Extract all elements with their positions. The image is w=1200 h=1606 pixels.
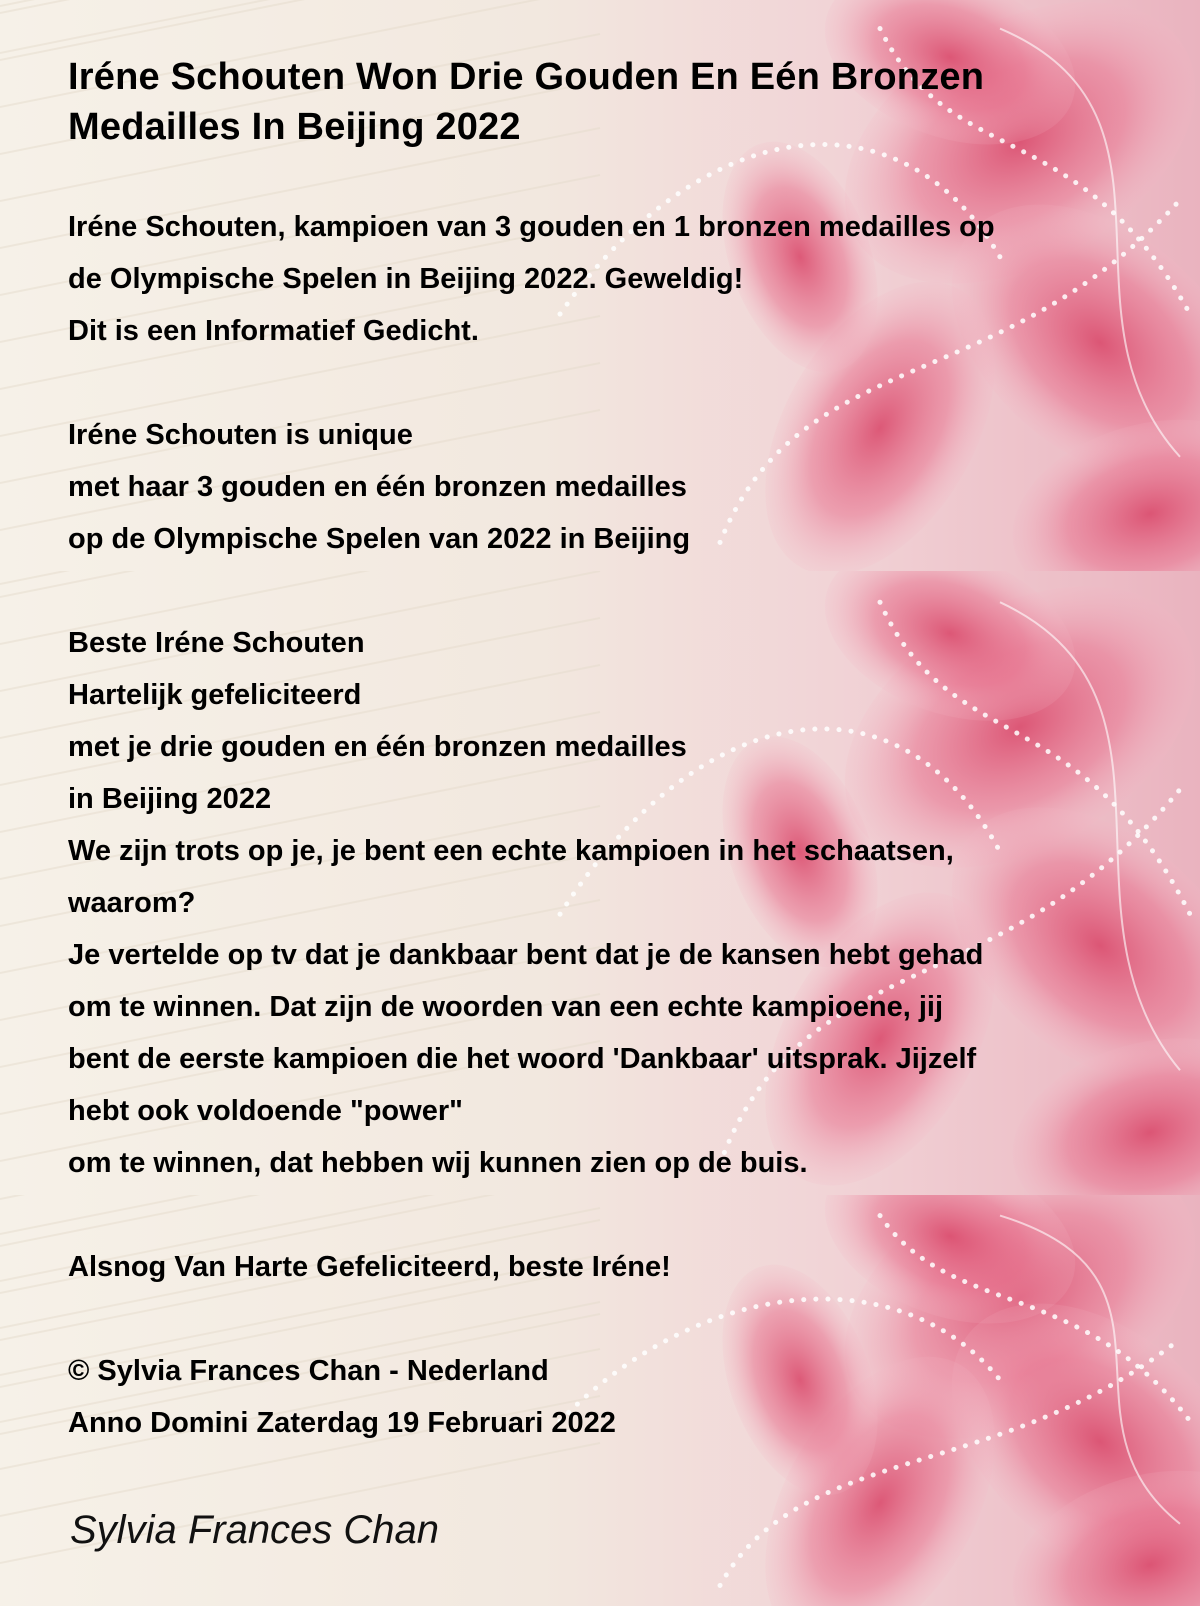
poem-line: Iréne Schouten, kampioen van 3 gouden en 1 bronzen medailles op	[68, 211, 995, 243]
poem-line: hebt ook voldoende "power"	[68, 1095, 463, 1127]
poem-line: met haar 3 gouden en één bronzen medailles	[68, 471, 687, 503]
poem-line: om te winnen. Dat zijn de woorden van een echte kampioene, jij	[68, 991, 944, 1023]
poem-line: in Beijing 2022	[68, 783, 272, 815]
poem-line: Dit is een Informatief Gedicht.	[68, 315, 479, 347]
poem-line: waarom?	[68, 887, 196, 919]
poem-line: Hartelijk gefeliciteerd	[68, 679, 362, 711]
poem-line: Je vertelde op tv dat je dankbaar bent dat je de kansen hebt gehad	[68, 939, 984, 971]
poem-line: Beste Iréne Schouten	[68, 627, 365, 659]
stanza-gap	[68, 1293, 1128, 1345]
poem-body	[68, 201, 1128, 1449]
poem-line: om te winnen, dat hebben wij kunnen zien op de buis.	[68, 1147, 808, 1179]
poem-title: Iréne Schouten Won Drie Gouden En Eén Bronzen Medailles In Beijing 2022	[68, 56, 985, 148]
poem-line: Iréne Schouten is unique	[68, 419, 413, 451]
poem-line: bent de eerste kampioen die het woord 'Dankbaar' uitsprak. Jijzelf	[68, 1043, 977, 1075]
stanza-gap	[68, 357, 1128, 409]
poem-line: op de Olympische Spelen van 2022 in Beijing	[68, 523, 691, 555]
stanza-gap	[68, 565, 1128, 617]
stanza-gap	[68, 1189, 1128, 1241]
poem-line: © Sylvia Frances Chan - Nederland	[68, 1355, 549, 1387]
poem-line: met je drie gouden en één bronzen medailles	[68, 731, 687, 763]
poem-line: We zijn trots op je, je bent een echte kampioen in het schaatsen,	[68, 835, 954, 867]
poem-line: Alsnog Van Harte Gefeliciteerd, beste Iréne!	[68, 1251, 671, 1283]
poem-line: Anno Domini Zaterdag 19 Februari 2022	[68, 1407, 616, 1439]
poem-line: de Olympische Spelen in Beijing 2022. Geweldig!	[68, 263, 744, 295]
author-signature: Sylvia Frances Chan	[70, 1508, 440, 1552]
